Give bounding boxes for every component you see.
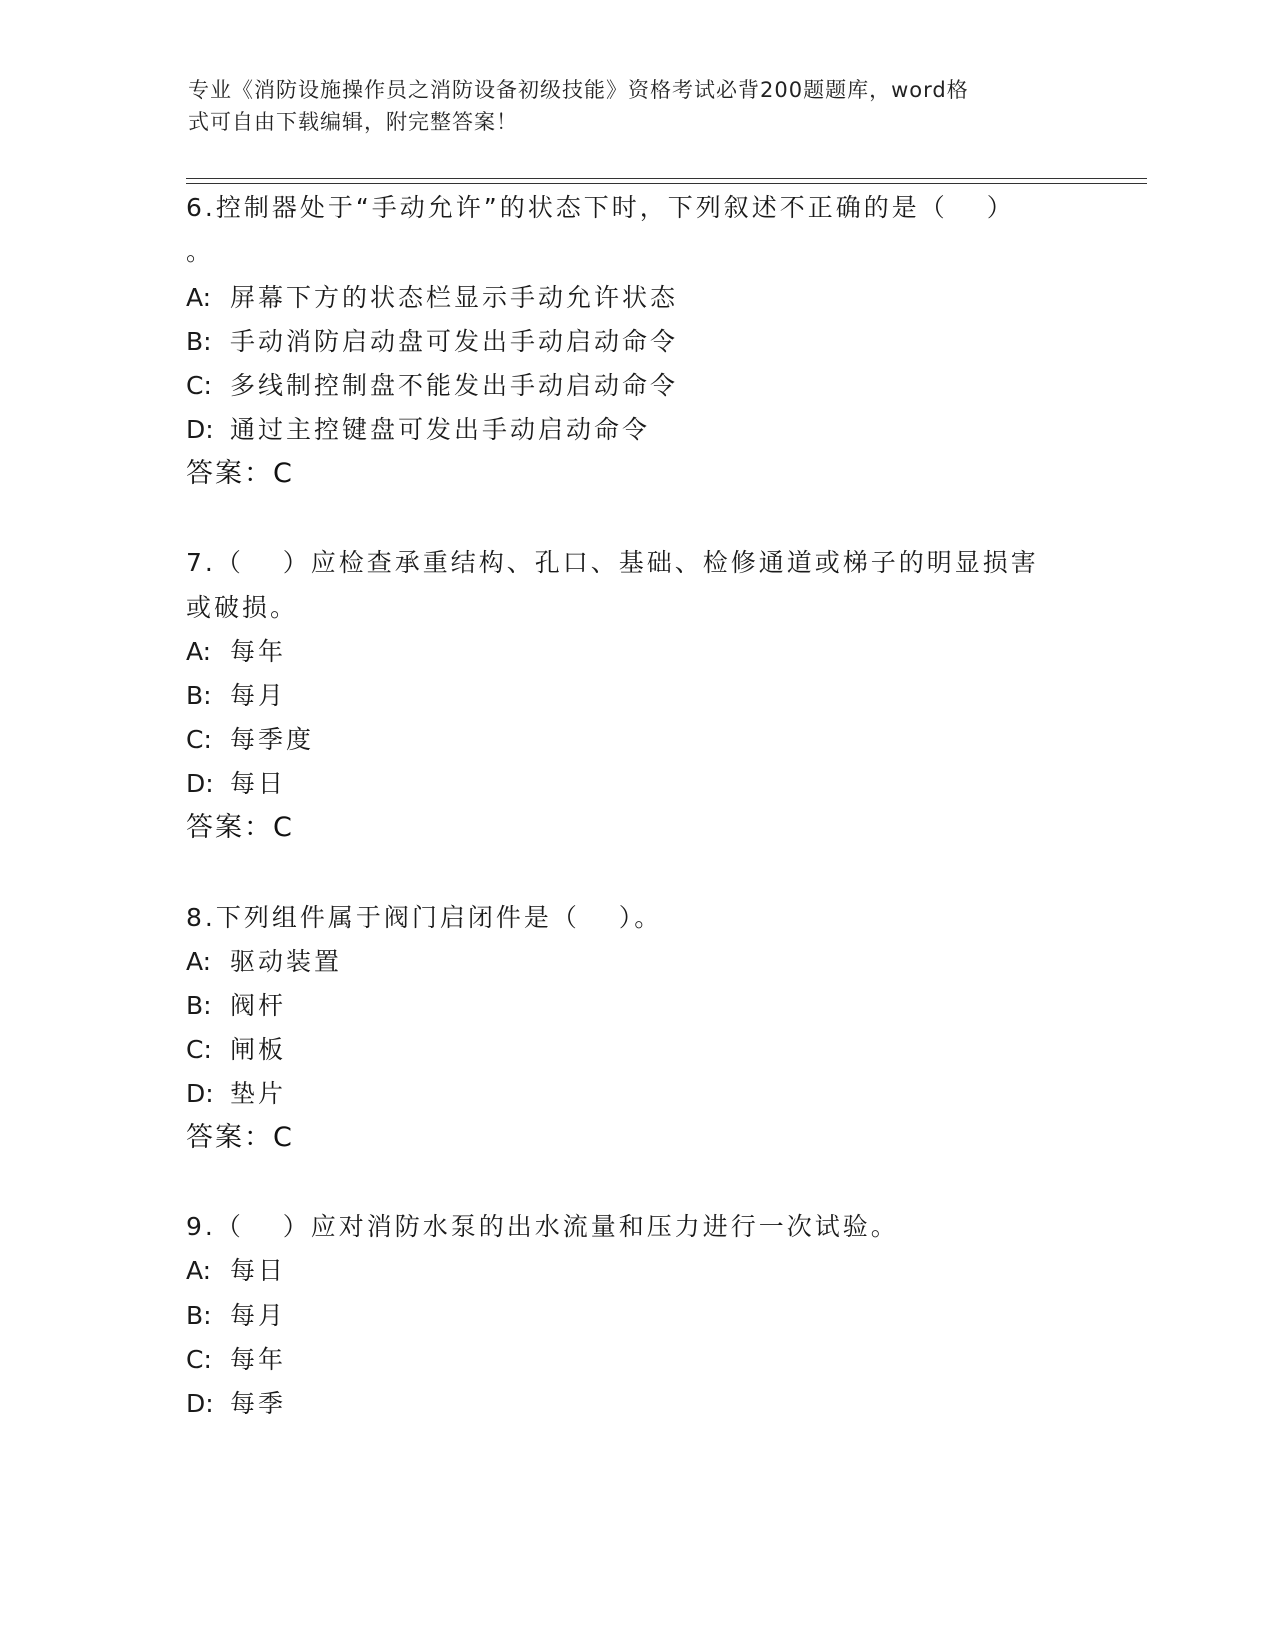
question-6-option-a xyxy=(186,283,678,313)
question-6-option-b xyxy=(186,327,678,357)
question-8-option-b xyxy=(186,991,286,1021)
question-9-option-a xyxy=(186,1256,286,1286)
question-6-text-line-2: 。 xyxy=(186,237,215,266)
question-6-option-d xyxy=(186,415,650,445)
option-text: 每日 xyxy=(230,1256,287,1285)
question-6-answer: 答案：C xyxy=(186,458,294,489)
option-text: 每年 xyxy=(230,637,287,666)
option-text: 每年 xyxy=(230,1345,287,1374)
option-label: A: xyxy=(186,283,212,312)
question-8-option-a xyxy=(186,947,342,977)
option-label: D: xyxy=(186,1079,214,1108)
option-label: A: xyxy=(186,947,212,976)
question-9-text-line-1: 9.（ ）应对消防水泵的出水流量和压力进行一次试验。 xyxy=(186,1212,899,1241)
question-7-option-b xyxy=(186,681,286,711)
question-7-option-c xyxy=(186,725,314,755)
option-text: 每季 xyxy=(230,1389,287,1418)
document-header xyxy=(188,74,1068,138)
question-7-answer: 答案：C xyxy=(186,812,294,843)
option-label: C: xyxy=(186,725,212,754)
option-text: 每月 xyxy=(230,1301,287,1330)
option-label: C: xyxy=(186,1345,212,1374)
option-text: 闸板 xyxy=(230,1035,287,1064)
header-line-1: 专业《消防设施操作员之消防设备初级技能》资格考试必背200题题库，word格 xyxy=(188,78,969,102)
question-8-option-d xyxy=(186,1079,286,1109)
option-label: D: xyxy=(186,769,214,798)
option-label: B: xyxy=(186,681,212,710)
question-8-text-line-1: 8.下列组件属于阀门启闭件是（ ）。 xyxy=(186,903,663,932)
option-label: B: xyxy=(186,991,212,1020)
option-label: D: xyxy=(186,415,214,444)
question-9-option-d xyxy=(186,1389,286,1419)
question-7-option-a xyxy=(186,637,286,667)
option-text: 每日 xyxy=(230,769,287,798)
option-label: D: xyxy=(186,1389,214,1418)
question-8-option-c xyxy=(186,1035,286,1065)
option-label: C: xyxy=(186,371,212,400)
option-text: 每季度 xyxy=(230,725,315,754)
option-text: 手动消防启动盘可发出手动启动命令 xyxy=(230,327,679,356)
option-label: B: xyxy=(186,327,212,356)
question-6-option-c xyxy=(186,371,678,401)
header-divider-bottom xyxy=(186,183,1147,184)
option-label: C: xyxy=(186,1035,212,1064)
question-6-text-line-1: 6.控制器处于“手动允许”的状态下时，下列叙述不正确的是（ ） xyxy=(186,193,1015,222)
option-text: 垫片 xyxy=(230,1079,287,1108)
option-label: A: xyxy=(186,1256,212,1285)
option-text: 通过主控键盘可发出手动启动命令 xyxy=(230,415,651,444)
option-text: 阀杆 xyxy=(230,991,287,1020)
option-label: B: xyxy=(186,1301,212,1330)
header-line-2: 式可自由下载编辑，附完整答案！ xyxy=(188,110,518,134)
question-9-option-c xyxy=(186,1345,286,1375)
option-label: A: xyxy=(186,637,212,666)
option-text: 多线制控制盘不能发出手动启动命令 xyxy=(230,371,679,400)
header-divider-top xyxy=(186,178,1147,179)
option-text: 驱动装置 xyxy=(230,947,343,976)
question-8-answer: 答案：C xyxy=(186,1122,294,1153)
question-7-option-d xyxy=(186,769,286,799)
question-7-text-line-2: 或破损。 xyxy=(186,593,299,622)
question-9-option-b xyxy=(186,1301,286,1331)
question-7-text-line-1: 7.（ ）应检查承重结构、孔口、基础、检修通道或梯子的明显损害 xyxy=(186,548,1039,577)
option-text: 每月 xyxy=(230,681,287,710)
option-text: 屏幕下方的状态栏显示手动允许状态 xyxy=(230,283,679,312)
